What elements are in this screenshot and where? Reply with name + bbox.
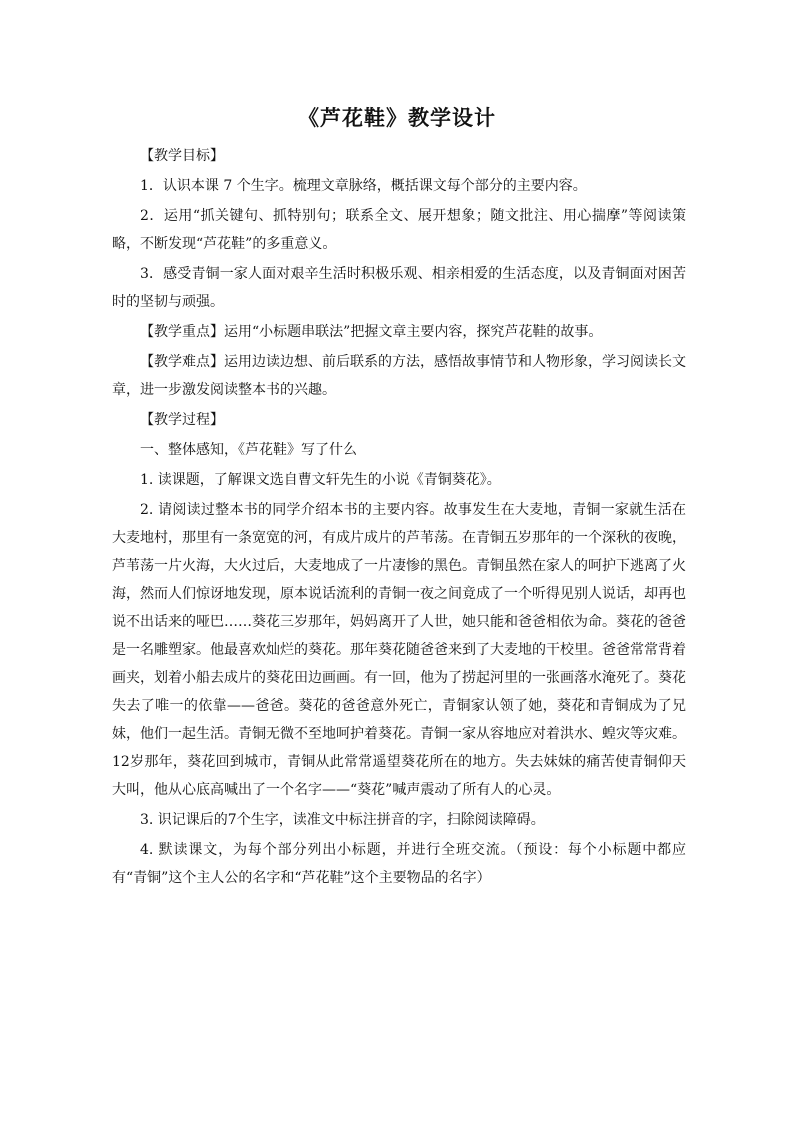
objectives-heading: 【教学目标】: [140, 148, 224, 164]
step-item: 2. 请阅读过整本书的同学介绍本书的主要内容。故事发生在大麦地，青铜一家就生活在大麦地村，那里有一条宽宽的河，有成片成片的芦苇荡。在青铜五岁那年的一个深秋的夜晚，芦苇荡一片火海，大火过后，大麦地成了一片凄惨的黑色。青铜虽然在家人的呵护下逃离了火海，然而人们惊讶地发现，原本说话流利的青铜一夜之间竟成了一个听得见别人说话，却再也说不出话来的哑巴……葵花三岁那年，妈妈离开了人世，她只能和爸爸相依为命。葵花的爸爸是一名雕塑家。他最喜欢灿烂的葵花。那年葵花随爸爸来到了大麦地的干校里。爸爸常常背着画夹，划着小船去成片的葵花田边画画。有一回，他为了捞起河里的一张画落水淹死了。葵花失去了唯一的依靠——爸爸。葵花的爸爸意外死亡，青铜家认领了她，葵花和青铜成为了兄妹，他们一起生活。青铜无微不至地呵护着葵花。青铜一家从容地应对着洪水、蝗灾等灾难。12岁那年，葵花回到城市，青铜从此常常遥望葵花所在的地方。失去妹妹的痛苦使青铜仰天大叫，他从心底高喊出了一个名字——“葵花”喊声震动了所有人的心灵。: [112, 502, 686, 798]
objective-item: 2．运用“抓关键句、抓特别句；联系全文、展开想象；随文批注、用心揣摩”等阅读策略，不断发现“芦花鞋”的多重意义。: [112, 208, 686, 252]
key-point-paragraph: 【教学重点】运用“小标题串联法”把握文章主要内容，探究芦花鞋的故事。: [140, 324, 603, 340]
step-item: 1. 读课题，了解课文选自曹文轩先生的小说《青铜葵花》。: [140, 472, 501, 488]
difficulty-paragraph: 【教学难点】运用边读边想、前后联系的方法，感悟故事情节和人物形象，学习阅读长文章，进一步激发阅读整本书的兴趣。: [112, 354, 686, 398]
step-item: 4. 默读课文，为每个部分列出小标题，并进行全班交流。（预设：每个小标题中都应有“青铜”这个主人公的名字和“芦花鞋”这个主要物品的名字）: [112, 842, 686, 886]
process-heading: 【教学过程】: [140, 412, 224, 428]
document-title: 《芦花鞋》教学设计: [298, 105, 496, 130]
step-item: 3. 识记课后的7个生字，读准文中标注拼音的字，扫除阅读障碍。: [140, 812, 545, 828]
objective-item: 1．认识本课 7 个生字。梳理文章脉络，概括课文每个部分的主要内容。: [140, 178, 587, 194]
objective-item: 3．感受青铜一家人面对艰辛生活时积极乐观、相亲相爱的生活态度，以及青铜面对困苦时的坚韧与顽强。: [112, 266, 686, 310]
section-heading: 一、整体感知，《芦花鞋》写了什么: [140, 442, 357, 458]
document-body: [112, 142, 686, 892]
